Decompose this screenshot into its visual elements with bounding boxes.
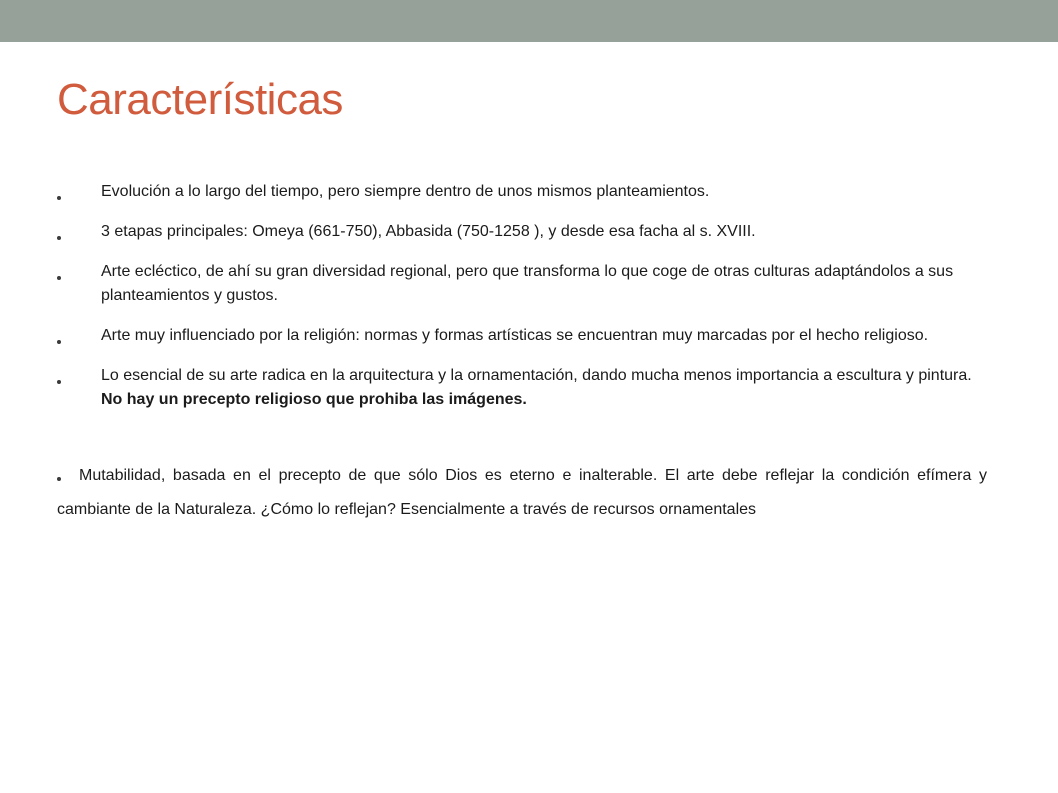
bullet-dot-icon — [57, 236, 61, 240]
slide-title: Características — [57, 75, 343, 124]
bullet-item — [57, 364, 997, 412]
bullet-item — [57, 220, 997, 244]
bullet-text: Lo esencial de su arte radica en la arquitectura y la ornamentación, dando mucha menos importancia a escultura y pintura. — [101, 367, 972, 384]
bullet-text: Evolución a lo largo del tiempo, pero siempre dentro de unos mismos planteamientos. — [101, 183, 710, 200]
bullet-text: 3 etapas principales: Omeya (661-750), Abbasida (750-1258 ), y desde esa facha al s. XVIII. — [101, 223, 756, 240]
justified-paragraph — [57, 459, 987, 527]
bullet-text: Arte ecléctico, de ahí su gran diversidad regional, pero que transforma lo que coge de otras culturas adaptándolos a sus planteamientos y gustos. — [101, 263, 954, 304]
bullet-dot-icon — [57, 196, 61, 200]
bullet-item — [57, 324, 997, 348]
bullet-dot-icon — [57, 477, 61, 481]
bullet-emphasis: No hay un precepto religioso que prohiba las imágenes. — [101, 391, 527, 408]
bullet-list — [57, 180, 997, 428]
top-bar — [0, 0, 1058, 42]
paragraph-text: Mutabilidad, basada en el precepto de que sólo Dios es eterno e inalterable. El arte debe reflejar la condición efímera y cambiante de la Naturaleza. ¿Cómo lo reflejan? Esencialmente a través de recursos ornamentales — [57, 467, 987, 518]
bullet-dot-icon — [57, 380, 61, 384]
bullet-text: Arte muy influenciado por la religión: normas y formas artísticas se encuentran muy marcadas por el hecho religioso. — [101, 327, 929, 344]
bullet-item — [57, 260, 997, 308]
bullet-dot-icon — [57, 276, 61, 280]
bullet-dot-icon — [57, 340, 61, 344]
bullet-item — [57, 180, 997, 204]
